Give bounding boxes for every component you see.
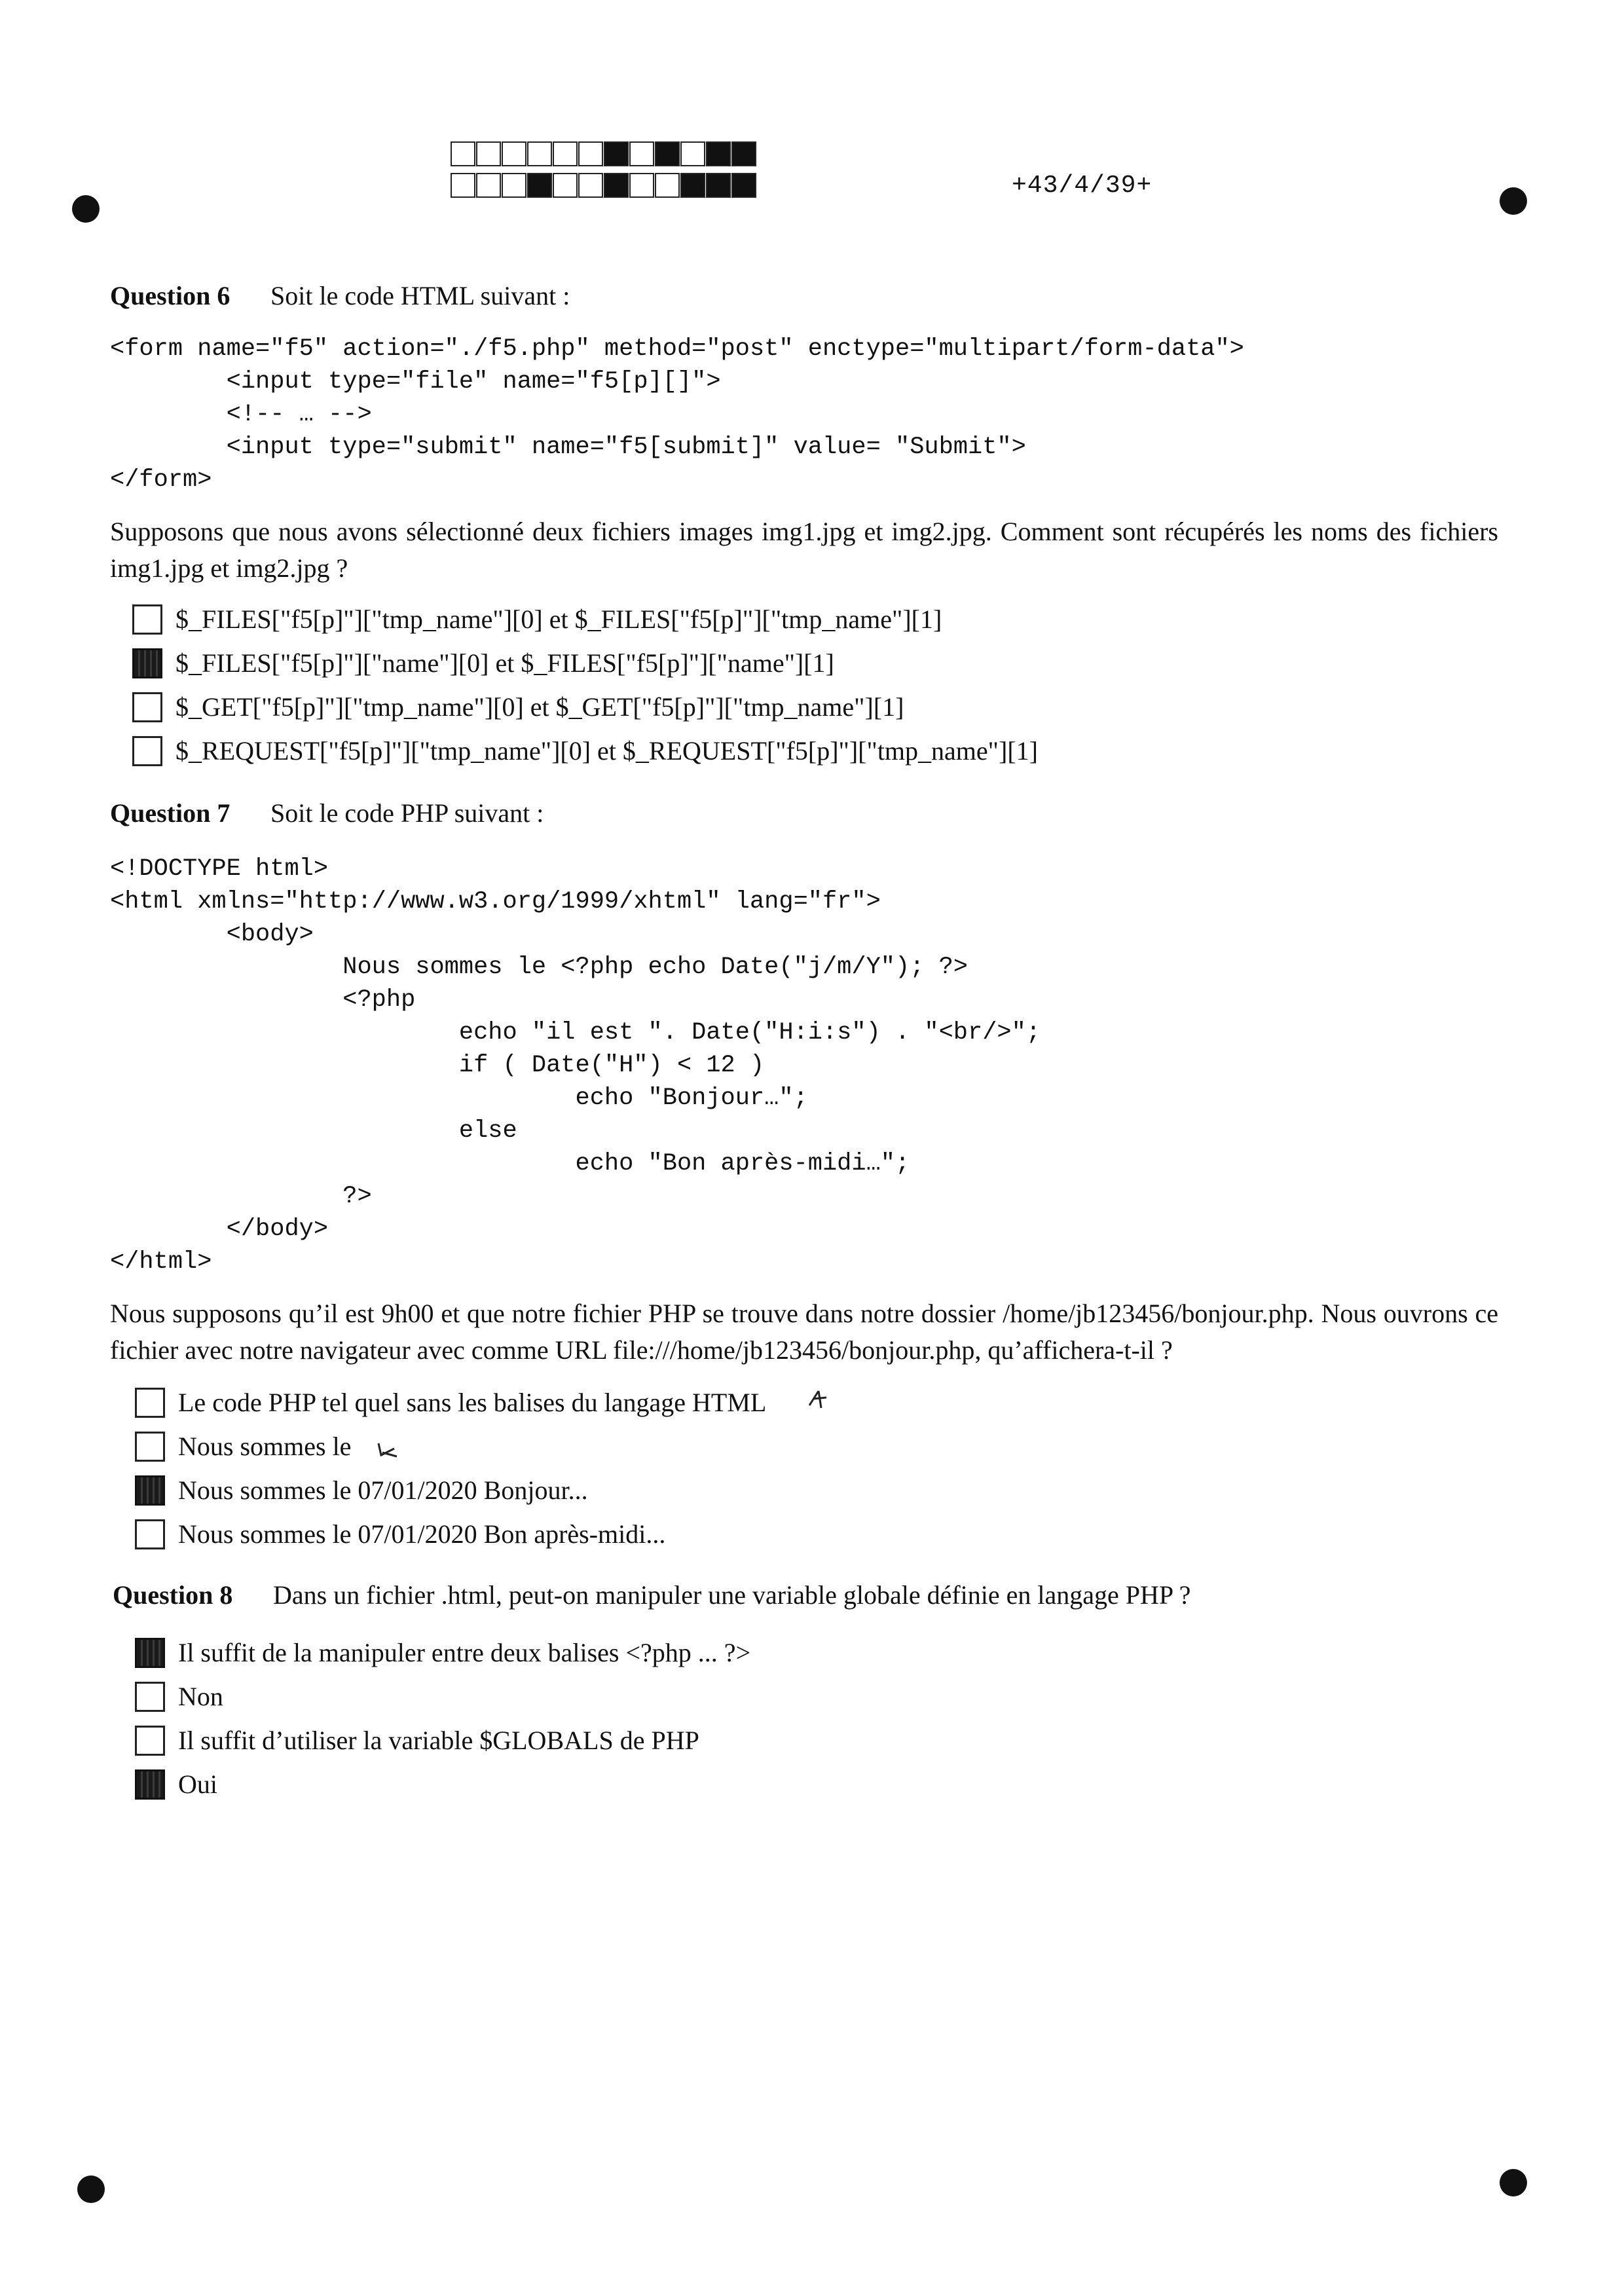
barcode-cell	[731, 141, 756, 166]
answer-option[interactable]	[135, 1512, 766, 1556]
barcode-cell	[629, 141, 654, 166]
answer-label: $_GET["f5[p]"]["tmp_name"][0] et $_GET["f5[p]"]["tmp_name"][1]	[175, 692, 904, 722]
answer-checkbox[interactable]	[135, 1682, 165, 1712]
registration-dot-bottom-right	[1500, 2169, 1527, 2196]
barcode-cell	[731, 173, 756, 198]
answer-checkbox[interactable]	[135, 1519, 165, 1549]
answer-option[interactable]	[135, 1762, 750, 1806]
answer-checkbox[interactable]	[132, 604, 162, 635]
answer-checkbox[interactable]	[135, 1726, 165, 1756]
registration-dot-top-left	[72, 195, 100, 223]
answer-label: $_FILES["f5[p]"]["tmp_name"][0] et $_FILES["f5[p]"]["tmp_name"][1]	[175, 604, 942, 634]
registration-dot-top-right	[1500, 187, 1527, 215]
answer-label: $_REQUEST["f5[p]"]["tmp_name"][0] et $_REQUEST["f5[p]"]["tmp_name"][1]	[175, 736, 1038, 766]
barcode-cell	[578, 141, 603, 166]
question-number: Question 7	[110, 798, 231, 828]
question-8-heading	[113, 1580, 1190, 1610]
barcode-cell	[578, 173, 603, 198]
answer-checkbox[interactable]	[135, 1388, 165, 1418]
answer-checkbox[interactable]	[132, 736, 162, 766]
answer-checkbox[interactable]	[132, 692, 162, 722]
answer-label: Nous sommes le 07/01/2020 Bon après-midi...	[178, 1519, 666, 1549]
answer-option[interactable]	[132, 641, 1038, 685]
question-7-text: Nous supposons qu’il est 9h00 et que notre fichier PHP se trouve dans notre dossier /home/jb123456/bonjour.php. Nous ouvrons ce fichier avec notre navigateur avec comme URL file:///home/jb123456/bonjour.php, qu’affichera-t-il ?	[110, 1299, 1498, 1365]
question-6-text: Supposons que nous avons sélectionné deux fichiers images img1.jpg et img2.jpg. Comment sont récupérés les noms des fichiers img1.jpg et img2.jpg ?	[110, 517, 1498, 583]
question-title: Dans un fichier .html, peut-on manipuler une variable globale définie en langage PHP ?	[273, 1580, 1191, 1610]
answer-option[interactable]	[135, 1631, 750, 1675]
barcode-cell	[655, 173, 680, 198]
question-title: Soit le code PHP suivant :	[270, 798, 544, 828]
barcode-cell	[553, 173, 578, 198]
question-7-heading	[110, 798, 544, 828]
barcode-cell	[451, 141, 475, 166]
question-title: Soit le code HTML suivant :	[270, 281, 570, 310]
barcode-cell	[680, 141, 705, 166]
answer-option[interactable]	[132, 685, 1038, 729]
answer-option[interactable]	[132, 597, 1038, 641]
barcode-cell	[527, 173, 552, 198]
barcode-cell	[553, 141, 578, 166]
answer-checkbox[interactable]	[135, 1769, 165, 1800]
answer-checkbox[interactable]	[132, 648, 162, 678]
barcode-cell	[655, 141, 680, 166]
answer-checkbox[interactable]	[135, 1638, 165, 1668]
answer-option[interactable]	[135, 1718, 750, 1762]
barcode-cell	[706, 173, 731, 198]
page-code: +43/4/39+	[1012, 172, 1153, 200]
answer-option[interactable]	[135, 1424, 766, 1468]
answer-option[interactable]	[135, 1675, 750, 1718]
answer-checkbox[interactable]	[135, 1432, 165, 1462]
answer-label: Il suffit d’utiliser la variable $GLOBALS de PHP	[178, 1726, 699, 1755]
question-7-code: <!DOCTYPE html> <html xmlns="http://www.w3.org/1999/xhtml" lang="fr"> <body> Nous sommes le <?php echo Date("j/m/Y"); ?> <?php echo "il est ". Date("H:i:s") . "<br/>"; if ( Date("H") < 12 ) echo "Bonjour…"; else echo "Bon après-midi…"; ?> </body> </html>	[110, 855, 1041, 1276]
answer-label: Non	[178, 1682, 223, 1711]
answer-label: Nous sommes le	[178, 1432, 352, 1461]
barcode-cell	[476, 141, 501, 166]
answer-label: Il suffit de la manipuler entre deux balises <?php ... ?>	[178, 1638, 751, 1667]
answer-label: Nous sommes le 07/01/2020 Bonjour...	[178, 1475, 588, 1505]
barcode-cell	[502, 141, 526, 166]
question-6-heading	[110, 280, 570, 311]
answer-option[interactable]	[135, 1380, 766, 1424]
question-7-options	[135, 1380, 766, 1556]
barcode-cell	[604, 173, 629, 198]
registration-dot-bottom-left	[77, 2176, 105, 2203]
barcode-cell	[629, 173, 654, 198]
barcode-cell	[502, 173, 526, 198]
barcode-cell	[706, 141, 731, 166]
barcode-cell	[476, 173, 501, 198]
answer-option[interactable]	[132, 729, 1038, 773]
question-number: Question 6	[110, 281, 231, 310]
question-6-code: <form name="f5" action="./f5.php" method="post" enctype="multipart/form-data"> <input type="file" name="f5[p][]"> <!-- … --> <input type="submit" name="f5[submit]" value= "Submit"> </form>	[110, 335, 1244, 494]
handwritten-mark	[375, 1439, 401, 1459]
identification-barcode	[451, 141, 757, 204]
question-8-options	[135, 1631, 750, 1806]
answer-checkbox[interactable]	[135, 1475, 165, 1506]
barcode-cell	[451, 173, 475, 198]
answer-label: Oui	[178, 1769, 217, 1799]
barcode-cell	[604, 141, 629, 166]
question-number: Question 8	[113, 1580, 233, 1610]
barcode-cell	[680, 173, 705, 198]
barcode-row-1	[451, 141, 757, 168]
answer-option[interactable]	[135, 1468, 766, 1512]
answer-label: Le code PHP tel quel sans les balises du langage HTML	[178, 1388, 767, 1417]
barcode-cell	[527, 141, 552, 166]
barcode-row-2	[451, 173, 757, 199]
answer-label: $_FILES["f5[p]"]["name"][0] et $_FILES["f5[p]"]["name"][1]	[175, 648, 834, 678]
handwritten-mark	[804, 1386, 830, 1412]
question-6-options	[132, 597, 1038, 773]
